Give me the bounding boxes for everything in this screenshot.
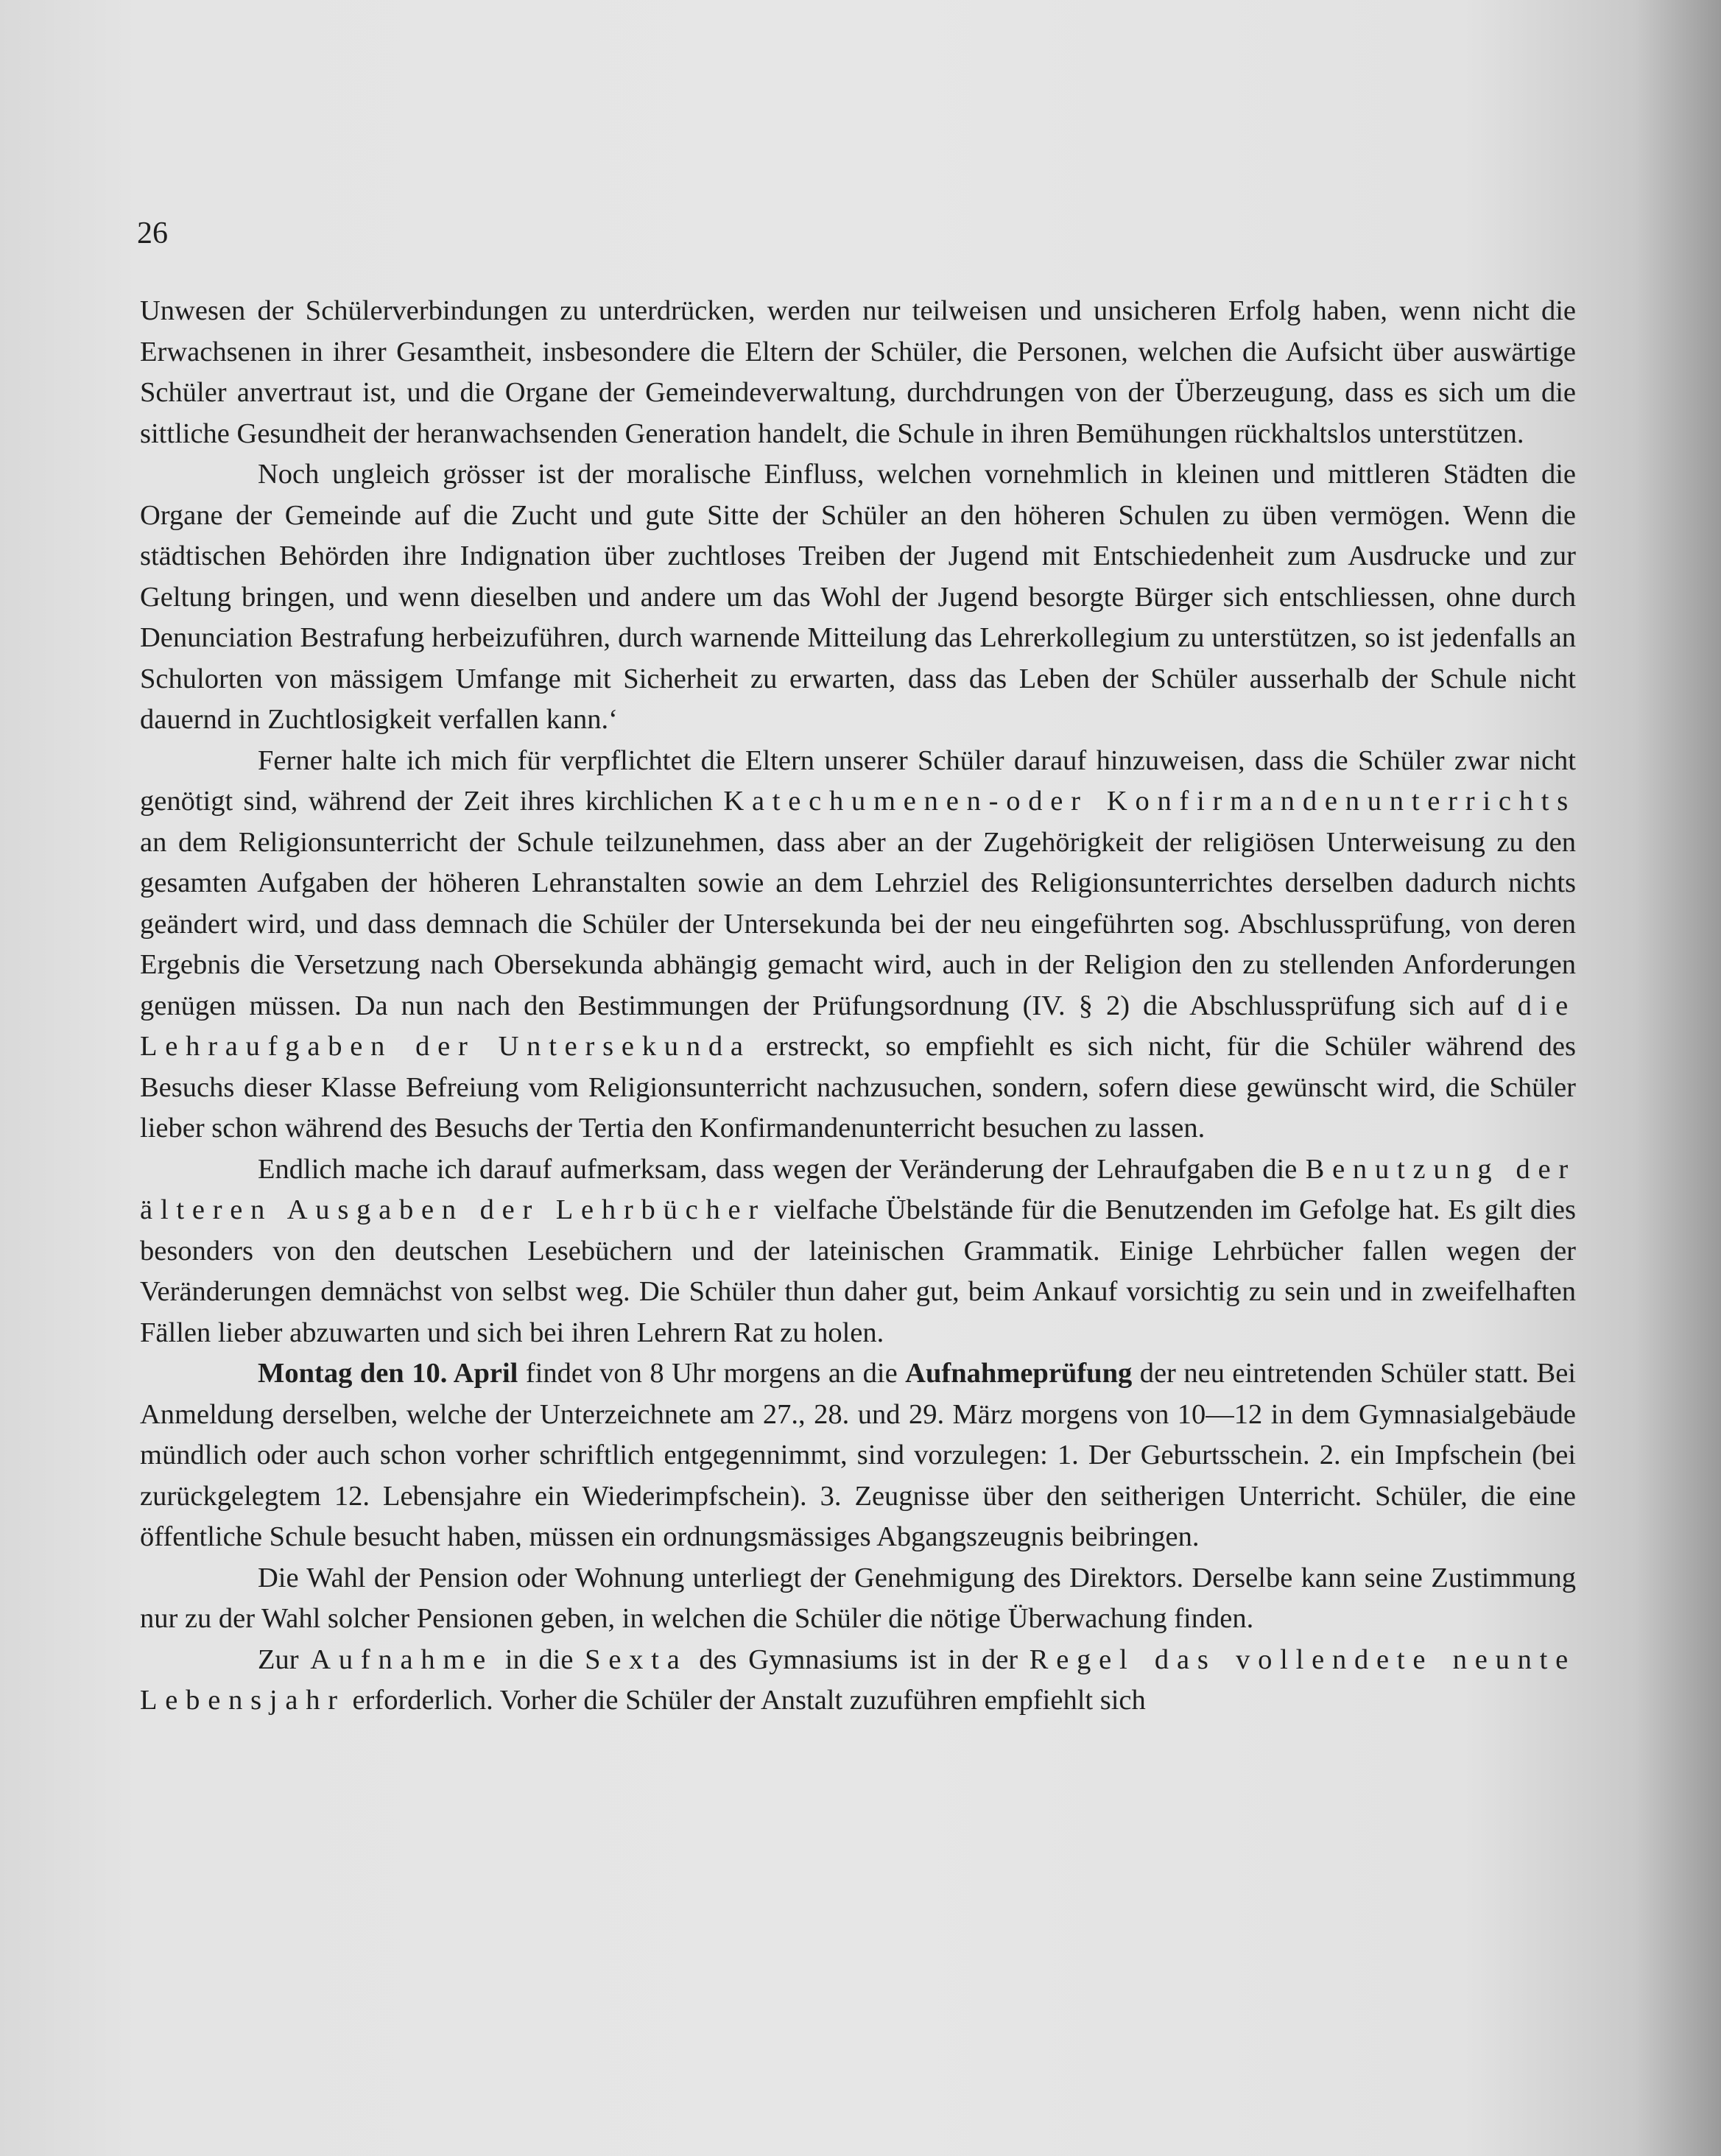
text-run: an dem Religionsunterricht der Schule teilzunehmen, dass aber an der Zugehörigkeit der religiösen Unterweisung zu den gesamten Aufgaben der höheren Lehranstalten sowie an dem Lehrziel des Religionsunterrichtes derselben dadurch nichts geändert wird, und dass demnach die Schüler der Untersekunda bei der neu eingeführten sog. Abschlussprüfung, von deren Ergebnis die Versetzung nach Obersekunda abhängig gemacht wird, auch in der Religion den zu stellenden Anforderungen genügen müssen. Da nun nach den Bestimmungen der Prüfungsordnung (IV. § 2) die Abschlussprüfung sich auf	[140, 826, 1576, 1021]
bold-text-run: Aufnahmeprüfung	[905, 1358, 1133, 1389]
spaced-text-run: Benutzung der älteren Ausgaben der Lehrbücher	[140, 1153, 1576, 1225]
paragraph	[140, 1640, 1576, 1722]
body-text	[140, 291, 1576, 1722]
bold-text-run: Montag den 10. April	[258, 1358, 518, 1389]
paragraph	[140, 1149, 1576, 1354]
text-run: vielfache Übelstände für die Benutzenden im Gefolge hat. Es gilt dies besonders von den deutschen Lesebüchern und der lateinischen Grammatik. Einige Lehrbücher fallen wegen der Veränderungen demnächst von selbst weg. Die Schüler thun daher gut, beim Ankauf vorsichtig zu sein und in zweifelhaften Fällen lieber abzuwarten und sich bei ihren Lehrern Rat zu holen.	[140, 1194, 1576, 1348]
text-run: in die	[493, 1644, 585, 1675]
text-run: findet von 8 Uhr morgens an die	[518, 1358, 906, 1389]
spaced-text-run: Aufnahme	[310, 1644, 494, 1675]
paragraph	[140, 291, 1576, 454]
text-run: erforderlich. Vorher die Schüler der Anstalt zuzuführen empfiehlt sich	[345, 1685, 1146, 1716]
spaced-text-run: die Lehraufgaben der Untersekunda	[140, 990, 1576, 1062]
text-run: Unwesen der Schülerverbindungen zu unterdrücken, werden nur teilweisen und unsicheren Erfolg haben, wenn nicht die Erwachsenen in ihrer Gesamtheit, insbesondere die Eltern der Schüler, die Personen, welchen die Aufsicht über auswärtige Schüler anvertraut ist, und die Organe der Gemeindeverwaltung, durchdrungen von der Überzeugung, dass es sich um die sittliche Gesundheit der heranwachsenden Generation handelt, die Schule in ihren Bemühungen rückhaltslos unterstützen.	[140, 295, 1576, 449]
text-run: Ferner halte ich mich für verpflichtet die Eltern unserer Schüler darauf hinzuweisen, dass die Schüler zwar nicht genötigt sind, während der Zeit ihres kirchlichen	[140, 744, 1576, 817]
spaced-text-run: Katechumenen-oder Konfirmandenunterrichts	[723, 786, 1576, 817]
page-number: 26	[137, 216, 168, 250]
paragraph	[140, 454, 1576, 741]
text-run: der neu eintretenden Schüler statt. Bei Anmeldung derselben, welche der Unterzeichnete am 27., 28. und 29. März morgens von 10—12 in dem Gymnasialgebäude mündlich oder auch schon vorher schriftlich entgegennimmt, sind vorzulegen: 1. Der Geburtsschein. 2. ein Impfschein (bei zurückgelegtem 12. Lebensjahre ein Wiederimpfschein). 3. Zeugnisse über den seitherigen Unterricht. Schüler, die eine öffentliche Schule besucht haben, müssen ein ordnungsmässiges Abgangszeugnis beibringen.	[140, 1358, 1576, 1552]
text-run: Noch ungleich grösser ist der moralische Einfluss, welchen vornehmlich in kleinen und mittleren Städten die Organe der Gemeinde auf die Zucht und gute Sitte der Schüler an den höheren Schulen zu üben vermögen. Wenn die städtischen Behörden ihre Indignation über zuchtloses Treiben der Jugend mit Entschiedenheit zum Ausdrucke und zur Geltung bringen, und wenn dieselben und andere um das Wohl der Jugend besorgte Bürger sich entschliessen, ohne durch Denunciation Bestrafung herbeizuführen, durch warnende Mitteilung das Lehrerkollegium zu unterstützen, so ist jedenfalls an Schulorten von mässigem Umfange mit Sicherheit zu erwarten, dass das Leben der Schüler ausserhalb der Schule nicht dauernd in Zuchtlosigkeit verfallen kann.‘	[140, 459, 1576, 735]
text-run: Die Wahl der Pension oder Wohnung unterliegt der Genehmigung des Direktors. Derselbe kann seine Zustimmung nur zu der Wahl solcher Pensionen geben, in welchen die Schüler die nötige Überwachung finden.	[140, 1562, 1576, 1634]
paragraph	[140, 1558, 1576, 1640]
text-run: des Gymnasiums ist in der	[687, 1644, 1030, 1675]
spaced-text-run: Regel das vollendete neunte Lebensjahr	[140, 1644, 1577, 1716]
text-run: Endlich mache ich darauf aufmerksam, dass wegen der Veränderung der Lehraufgaben die	[258, 1153, 1306, 1185]
paragraph	[140, 1353, 1576, 1558]
paragraph	[140, 741, 1576, 1149]
spaced-text-run: Sexta	[585, 1644, 688, 1675]
text-run: Zur	[258, 1644, 311, 1675]
text-run: erstreckt, so empfiehlt es sich nicht, für die Schüler während des Besuchs dieser Klasse Befreiung vom Religionsunterricht nachzusuchen, sondern, sofern diese gewünscht wird, die Schüler lieber schon während des Besuchs der Tertia den Konfirmandenunterricht besuchen zu lassen.	[140, 1031, 1576, 1144]
